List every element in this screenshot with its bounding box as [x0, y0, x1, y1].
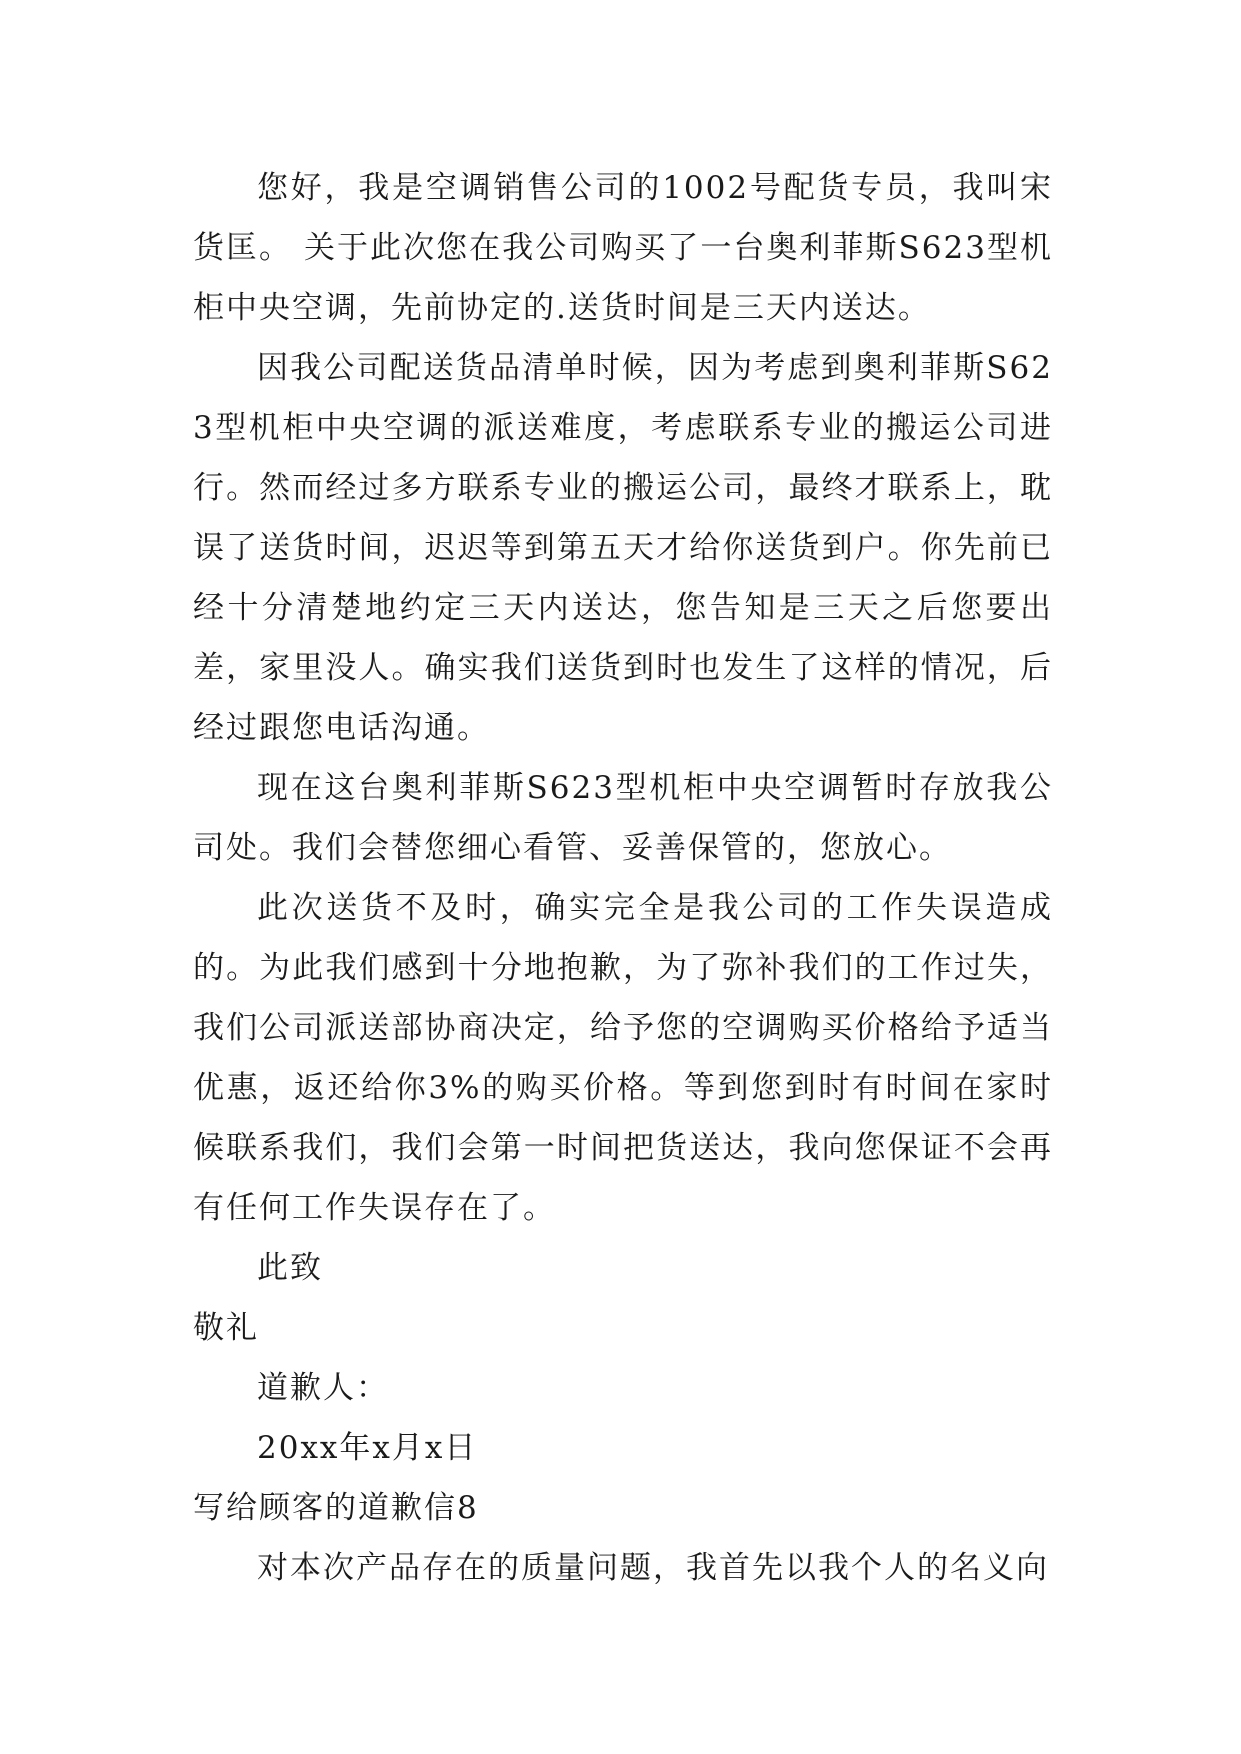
- signer-label: 道歉人：: [257, 1370, 389, 1406]
- document-page: [193, 158, 1053, 1598]
- closing-salutation: 此致: [257, 1250, 323, 1286]
- paragraph-1: 您好，我是空调销售公司的1002号配货专员，我叫宋货匡。 关于此次您在我公司购买了一台奥利菲斯S623型机柜中央空调，先前协定的.送货时间是三天内送达。: [193, 170, 1053, 326]
- date-line: 20xx年x月x日: [257, 1430, 478, 1466]
- section-title: 写给顾客的道歉信8: [193, 1490, 479, 1526]
- closing-respect: 敬礼: [193, 1310, 259, 1346]
- paragraph-2: 因我公司配送货品清单时候，因为考虑到奥利菲斯S623型机柜中央空调的派送难度，考虑联系专业的搬运公司进行。然而经过多方联系专业的搬运公司，最终才联系上，耽误了送货时间，迟迟等到第五天才给你送货到户。你先前已经十分清楚地约定三天内送达，您告知是三天之后您要出差，家里没人。确实我们送货到时也发生了这样的情况，后经过跟您电话沟通。: [193, 350, 1053, 746]
- next-paragraph-first-line: 对本次产品存在的质量问题，我首先以我个人的名义向: [257, 1550, 1049, 1586]
- paragraph-3: 现在这台奥利菲斯S623型机柜中央空调暂时存放我公司处。我们会替您细心看管、妥善保管的，您放心。: [193, 770, 1053, 866]
- paragraph-4: 此次送货不及时，确实完全是我公司的工作失误造成的。为此我们感到十分地抱歉，为了弥补我们的工作过失，我们公司派送部协商决定，给予您的空调购买价格给予适当优惠，返还给你3%的购买价格。等到您到时有时间在家时候联系我们，我们会第一时间把货送达，我向您保证不会再有任何工作失误存在了。: [193, 890, 1053, 1226]
